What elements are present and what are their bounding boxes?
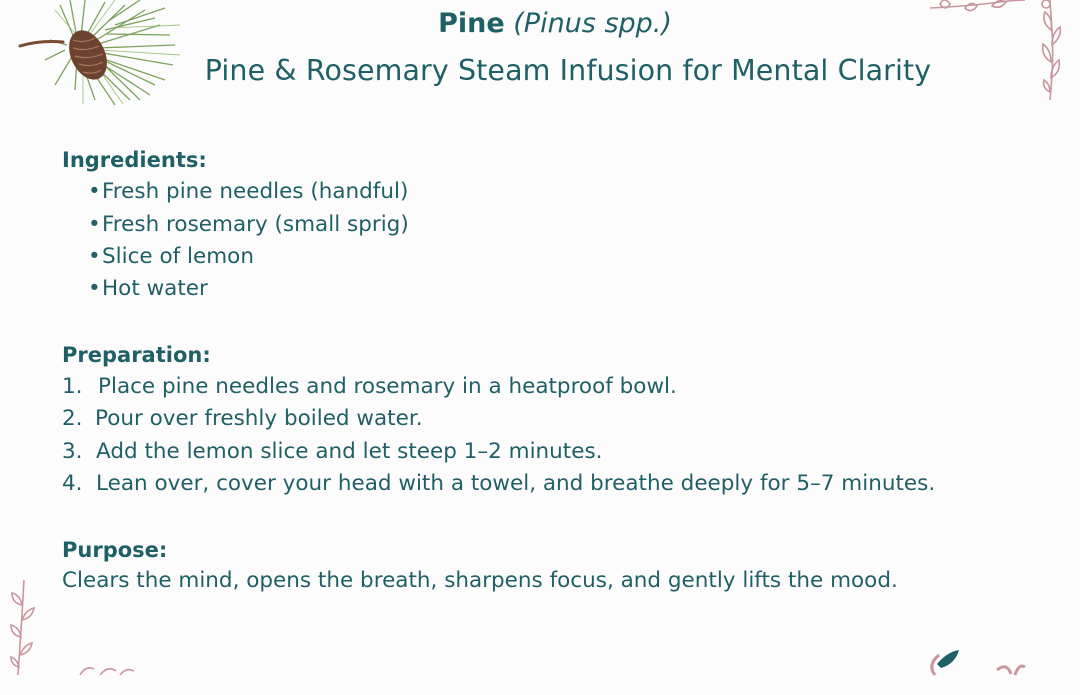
preparation-step bbox=[62, 437, 603, 467]
ingredient-text: Fresh pine needles (handful) bbox=[102, 179, 409, 204]
ingredient-text: Fresh rosemary (small sprig) bbox=[102, 212, 409, 237]
ingredients-heading: Ingredients: bbox=[62, 148, 207, 172]
step-number: 1. bbox=[62, 374, 83, 399]
step-text: Add the lemon slice and let steep 1–2 minutes. bbox=[96, 439, 603, 464]
recipe-title: Pine & Rosemary Steam Infusion for Mental Clarity bbox=[204, 54, 932, 87]
plant-latin-name: (Pinus spp.) bbox=[513, 8, 672, 39]
step-number: 2. bbox=[62, 406, 83, 431]
purpose-heading: Purpose: bbox=[62, 538, 168, 562]
ingredient-item: •Slice of lemon bbox=[88, 244, 254, 269]
plant-common-name: Pine bbox=[438, 8, 505, 39]
preparation-step bbox=[62, 404, 423, 434]
leaf-logo-icon bbox=[915, 640, 1065, 695]
step-number: 4. bbox=[62, 471, 83, 496]
preparation-step bbox=[62, 372, 677, 402]
ingredient-item: •Fresh rosemary (small sprig) bbox=[88, 212, 409, 237]
ingredient-text: Slice of lemon bbox=[102, 244, 254, 269]
preparation-step bbox=[62, 469, 935, 499]
purpose-text: Clears the mind, opens the breath, sharpens focus, and gently lifts the mood. bbox=[62, 568, 898, 593]
step-text: Pour over freshly boiled water. bbox=[95, 406, 423, 431]
plant-name-title bbox=[0, 6, 1080, 42]
ingredient-item: •Hot water bbox=[88, 276, 208, 301]
ingredient-item: •Fresh pine needles (handful) bbox=[88, 179, 409, 204]
ingredient-text: Hot water bbox=[102, 276, 208, 301]
preparation-heading: Preparation: bbox=[62, 343, 211, 367]
step-text: Lean over, cover your head with a towel, and breathe deeply for 5–7 minutes. bbox=[96, 471, 936, 496]
step-number: 3. bbox=[62, 439, 83, 464]
step-text: Place pine needles and rosemary in a heatproof bowl. bbox=[98, 374, 677, 399]
